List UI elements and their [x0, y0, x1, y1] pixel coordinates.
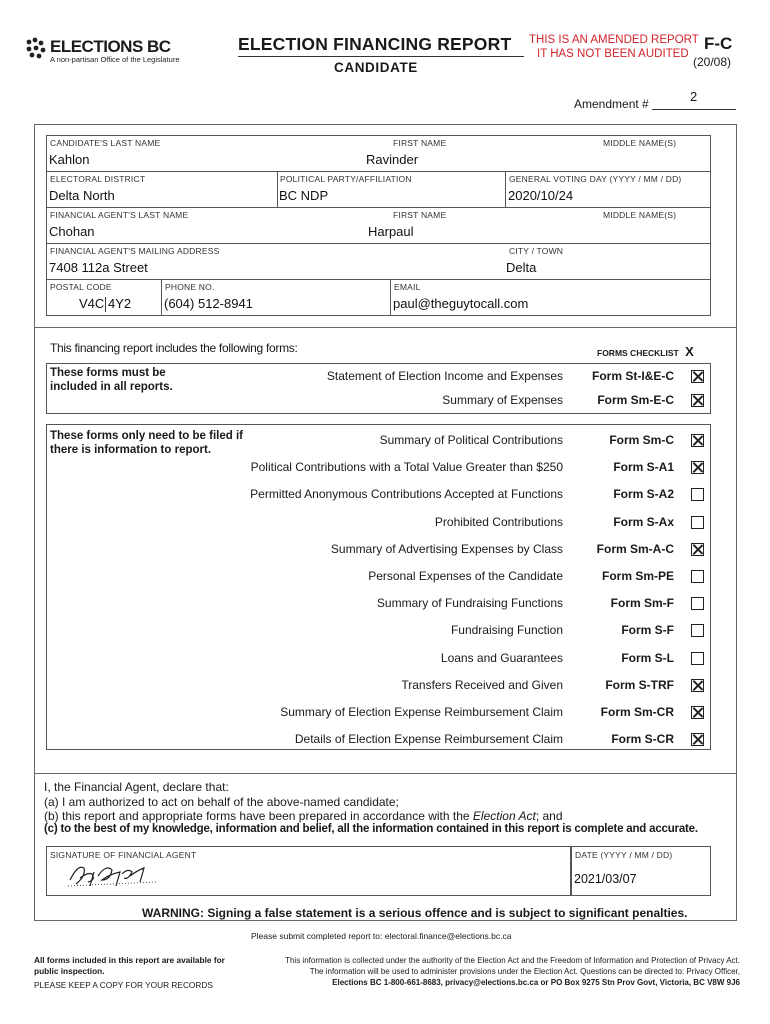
form-description: Details of Election Expense Reimbursement Claim — [294, 732, 563, 747]
logo-tagline: A non-partisan Office of the Legislature — [50, 55, 180, 64]
checkbox-checked[interactable] — [691, 543, 704, 556]
amendment-field[interactable] — [652, 88, 736, 110]
declaration-a: (a) I am authorized to act on behalf of the above-named candidate; — [44, 795, 399, 809]
email-label: EMAIL — [394, 282, 421, 292]
form-description: Summary of Fundraising Functions — [376, 596, 563, 611]
form-code-label: Form S-Ax — [613, 514, 674, 529]
voting-day-field[interactable]: 2020/10/24 — [508, 188, 574, 203]
warning — [142, 906, 687, 920]
agent-last-name-label: FINANCIAL AGENT'S LAST NAME — [50, 210, 189, 220]
checkbox-unchecked[interactable] — [691, 597, 704, 610]
privacy-notice — [234, 955, 740, 988]
checkbox-checked[interactable] — [691, 370, 704, 383]
checkbox-unchecked[interactable] — [691, 652, 704, 665]
amendment-label: Amendment # — [574, 97, 649, 111]
electoral-district-label: ELECTORAL DISTRICT — [50, 174, 146, 184]
declaration-b-pre: (b) this report and appropriate forms have been prepared in accordance with the — [44, 809, 473, 823]
date-field: 2021/03/07 — [574, 872, 637, 886]
amended-notice-line1: THIS IS AN AMENDED REPORT — [529, 34, 699, 46]
candidate-last-name-label: CANDIDATE'S LAST NAME — [50, 138, 161, 148]
form-code-label: Form Sm-PE — [601, 569, 674, 583]
checkbox-checked[interactable] — [691, 461, 704, 474]
title-rule — [238, 56, 524, 57]
forms-checklist-mark: X — [685, 344, 694, 359]
warning-text: Signing a false statement is a serious offence and is subject to significant penalties. — [207, 906, 688, 920]
declaration-b — [44, 809, 563, 823]
form-code-label: Form Sm-C — [609, 433, 674, 447]
privacy-line-3: Elections BC 1-800-661-8683, privacy@elections.bc.ca or PO Box 9275 Stn Prov Govt, Victoria, BC V8W 9J6 — [332, 978, 740, 987]
phone-field[interactable]: (604) 512-8941 — [164, 296, 253, 311]
email-field[interactable]: paul@theguytocall.com — [393, 296, 529, 311]
form-description: Summary of Advertising Expenses by Class — [330, 541, 563, 556]
form-description: Summary of Election Expense Reimbursement Claim — [280, 705, 563, 719]
form-description: Transfers Received and Given — [401, 677, 563, 692]
forms-checklist-heading — [597, 343, 694, 361]
form-code-label: Form Sm-F — [610, 596, 674, 611]
declaration-b-post: ; and — [535, 809, 563, 823]
candidate-first-name-field[interactable]: Ravinder — [366, 152, 419, 167]
signature-label: SIGNATURE OF FINANCIAL AGENT — [50, 850, 197, 860]
form-description: Political Contributions with a Total Value Greater than $250 — [250, 460, 563, 475]
date-label: DATE (YYYY / MM / DD) — [575, 850, 673, 860]
checkbox-checked[interactable] — [691, 706, 704, 719]
agent-middle-name-label: MIDDLE NAME(S) — [603, 210, 677, 220]
declaration-heading: I, the Financial Agent, declare that: — [44, 780, 229, 794]
form-description: Personal Expenses of the Candidate — [368, 569, 563, 583]
privacy-line-1: This information is collected under the authority of the Election Act and the Freedom of Information and Protection of Privacy Act. — [285, 956, 740, 965]
agent-address-label: FINANCIAL AGENT'S MAILING ADDRESS — [50, 246, 220, 256]
submit-note: Please submit completed report to: electoral.finance@elections.bc.ca — [251, 931, 512, 941]
checkbox-checked[interactable] — [691, 733, 704, 746]
agent-address-field[interactable]: 7408 112a Street — [49, 260, 148, 275]
form-version: (20/08) — [693, 55, 732, 69]
section-divider — [34, 327, 737, 328]
logo-mark-icon — [24, 36, 48, 60]
candidate-middle-name-label: MIDDLE NAME(S) — [603, 138, 677, 148]
checkbox-unchecked[interactable] — [691, 570, 704, 583]
checkbox-unchecked[interactable] — [691, 516, 704, 529]
form-description: Fundraising Function — [450, 623, 563, 638]
form-description: Summary of Political Contributions — [379, 433, 563, 447]
elections-bc-logo — [24, 36, 194, 66]
form-description: Prohibited Contributions — [434, 514, 563, 529]
form-code: F-C — [704, 34, 733, 53]
form-code-label: Form S-A1 — [613, 460, 674, 475]
form-code-label: Form St-I&E-C — [592, 369, 674, 383]
form-code-label: Form S-A2 — [613, 487, 674, 502]
electoral-district-field[interactable]: Delta North — [49, 188, 115, 203]
form-code-label: Form Sm-A-C — [596, 541, 674, 556]
amendment-value: 2 — [690, 89, 698, 104]
checkbox-checked[interactable] — [691, 394, 704, 407]
forms-intro: This financing report includes the following forms: — [50, 341, 298, 355]
postal-code-part1: V4C — [79, 296, 105, 311]
form-code-label: Form S-F — [621, 623, 674, 638]
optional-forms-note: These forms only need to be filed if there is information to report. — [50, 430, 243, 456]
form-code-label: Form S-L — [621, 650, 674, 665]
form-description: Permitted Anonymous Contributions Accepted at Functions — [250, 487, 563, 502]
required-forms-note: These forms must be included in all reports. — [50, 367, 173, 393]
public-inspection-note: All forms included in this report are available for public inspection. — [34, 955, 225, 976]
keep-copy-note: PLEASE KEEP A COPY FOR YOUR RECORDS — [34, 980, 213, 990]
postal-code-part2: 4Y2 — [108, 296, 132, 311]
agent-first-name-label: FIRST NAME — [393, 210, 447, 220]
amended-notice-line2: IT HAS NOT BEEN AUDITED — [537, 48, 689, 60]
form-code-label: Form S-CR — [611, 732, 674, 747]
report-title: ELECTION FINANCING REPORT — [238, 34, 512, 54]
checkbox-checked[interactable] — [691, 679, 704, 692]
declaration-c: (c) to the best of my knowledge, information and belief, all the information contained in this report is complete and accurate. — [44, 823, 698, 835]
checkbox-unchecked[interactable] — [691, 488, 704, 501]
agent-city-field[interactable]: Delta — [506, 260, 537, 275]
signature-icon — [66, 858, 166, 892]
party-label: POLITICAL PARTY/AFFILIATION — [280, 174, 412, 184]
report-subtitle: CANDIDATE — [334, 60, 418, 75]
form-code-label: Form Sm-CR — [600, 705, 674, 719]
form-code-label: Form S-TRF — [605, 677, 674, 692]
agent-last-name-field[interactable]: Chohan — [49, 224, 95, 239]
logo-text: ELECTIONS BC — [50, 37, 171, 56]
agent-city-label: CITY / TOWN — [509, 246, 564, 256]
form-description: Loans and Guarantees — [440, 650, 563, 665]
party-field[interactable]: BC NDP — [279, 188, 329, 203]
checkbox-unchecked[interactable] — [691, 624, 704, 637]
candidate-last-name-field[interactable]: Kahlon — [49, 152, 90, 167]
form-description: Statement of Election Income and Expenses — [326, 369, 563, 383]
form-code-label: Form Sm-E-C — [597, 393, 674, 407]
candidate-first-name-label: FIRST NAME — [393, 138, 447, 148]
voting-day-label: GENERAL VOTING DAY (YYYY / MM / DD) — [509, 174, 682, 184]
checkbox-checked[interactable] — [691, 434, 704, 447]
privacy-line-2: The information will be used to administer provisions under the Election Act. Questions can be directed to: Privacy Officer, — [309, 967, 740, 976]
agent-first-name-field[interactable]: Harpaul — [368, 224, 414, 239]
warning-label: WARNING: — [142, 906, 204, 920]
form-description: Summary of Expenses — [442, 393, 563, 407]
postal-code-label: POSTAL CODE — [50, 282, 112, 292]
postal-code-field[interactable] — [49, 294, 159, 314]
phone-label: PHONE NO. — [165, 282, 215, 292]
forms-checklist-label: FORMS CHECKLIST — [597, 348, 679, 358]
declaration-b-act: Election Act — [472, 809, 536, 823]
